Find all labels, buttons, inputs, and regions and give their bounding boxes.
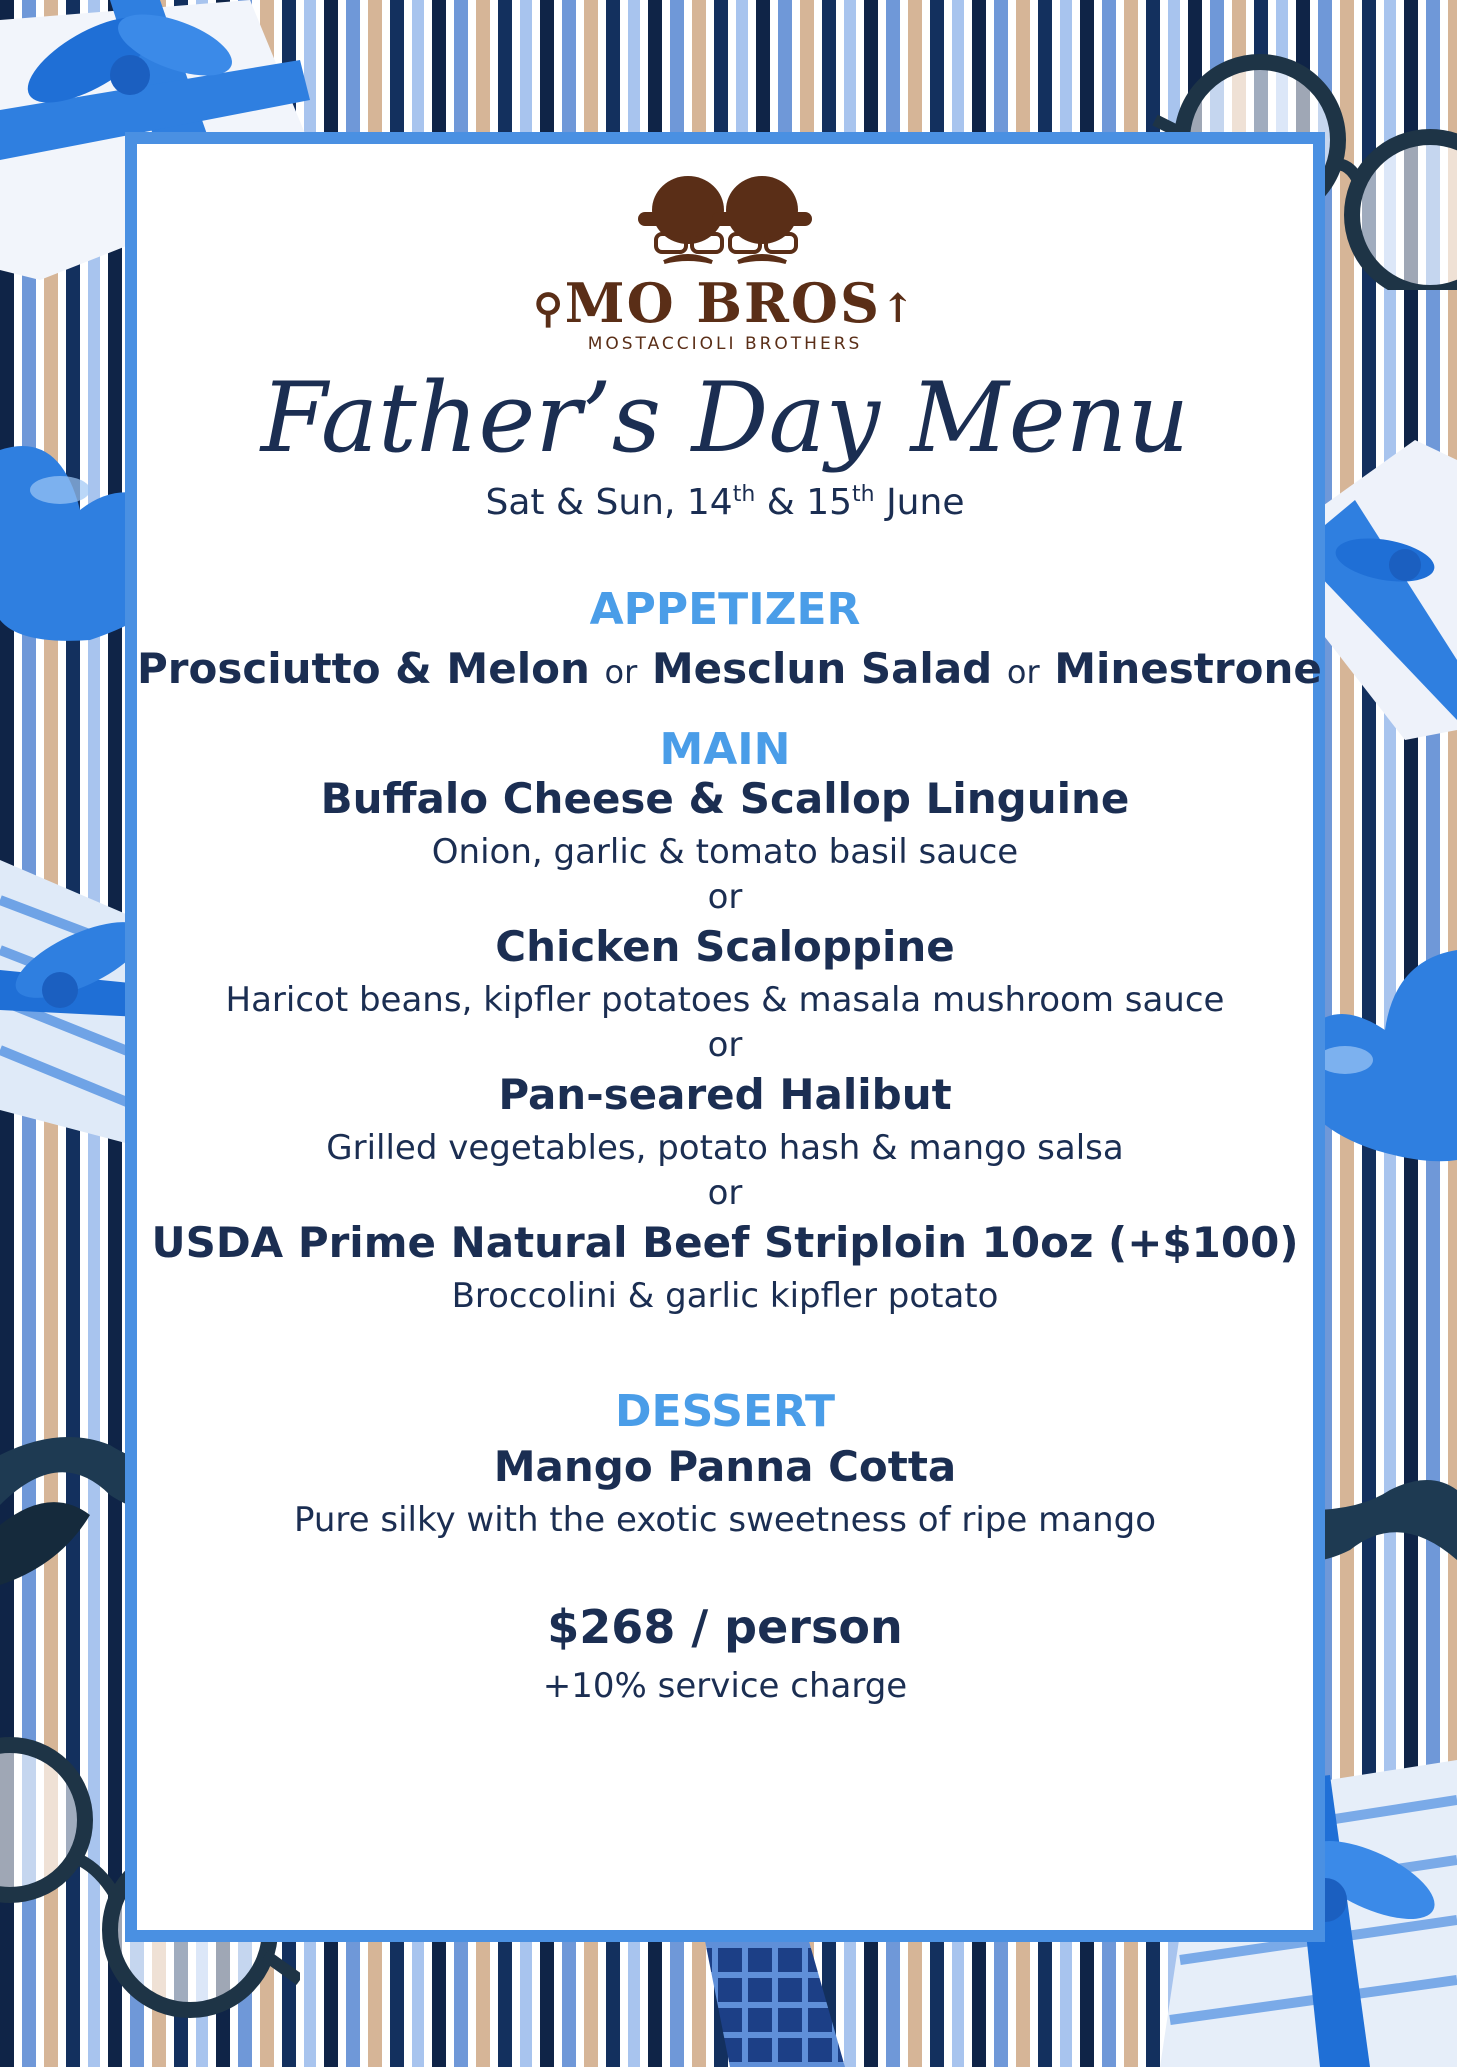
main-dish-name: USDA Prime Natural Beef Striploin 10oz (+$100) bbox=[151, 1218, 1299, 1267]
or-separator: or bbox=[707, 877, 743, 917]
section-heading-appetizer: APPETIZER bbox=[589, 584, 861, 635]
dessert-desc: Pure silky with the exotic sweetness of ripe mango bbox=[293, 1500, 1157, 1540]
or-separator: or bbox=[707, 1173, 743, 1213]
service-charge: +10% service charge bbox=[542, 1666, 908, 1706]
main-dish-desc: Grilled vegetables, potato hash & mango salsa bbox=[326, 1128, 1124, 1168]
price: $268 / person bbox=[547, 1600, 903, 1654]
dessert-name: Mango Panna Cotta bbox=[493, 1442, 957, 1491]
main-dish-desc: Onion, garlic & tomato basil sauce bbox=[431, 832, 1019, 872]
main-dish-desc: Haricot beans, kipfler potatoes & masala mushroom sauce bbox=[225, 980, 1225, 1020]
section-heading-dessert: DESSERT bbox=[615, 1386, 835, 1437]
spoon-icon: ⚲ bbox=[533, 285, 565, 332]
or-separator: or bbox=[707, 1025, 743, 1065]
menu-panel bbox=[137, 144, 1322, 1930]
main-dish-desc: Broccolini & garlic kipfler potato bbox=[451, 1276, 999, 1316]
appetizer-options: Prosciutto & Melon or Mesclun Salad or Minestrone bbox=[137, 644, 1322, 693]
main-dish-name: Chicken Scaloppine bbox=[495, 922, 955, 971]
main-dish-name: Pan-seared Halibut bbox=[498, 1070, 952, 1119]
bowler-hat-icon bbox=[630, 162, 820, 272]
section-heading-main: MAIN bbox=[659, 724, 791, 775]
menu-title: Father’s Day Menu bbox=[260, 362, 1190, 474]
brand-subtitle: MOSTACCIOLI BROTHERS bbox=[587, 334, 863, 354]
brand-name: ⚲MO BROS↑ bbox=[533, 271, 917, 335]
main-dish-name: Buffalo Cheese & Scallop Linguine bbox=[320, 774, 1130, 823]
menu-date: Sat & Sun, 14th & 15th June bbox=[485, 482, 965, 523]
logo bbox=[137, 162, 1313, 362]
menu-frame bbox=[125, 132, 1325, 1942]
fork-icon: ↑ bbox=[880, 285, 917, 332]
